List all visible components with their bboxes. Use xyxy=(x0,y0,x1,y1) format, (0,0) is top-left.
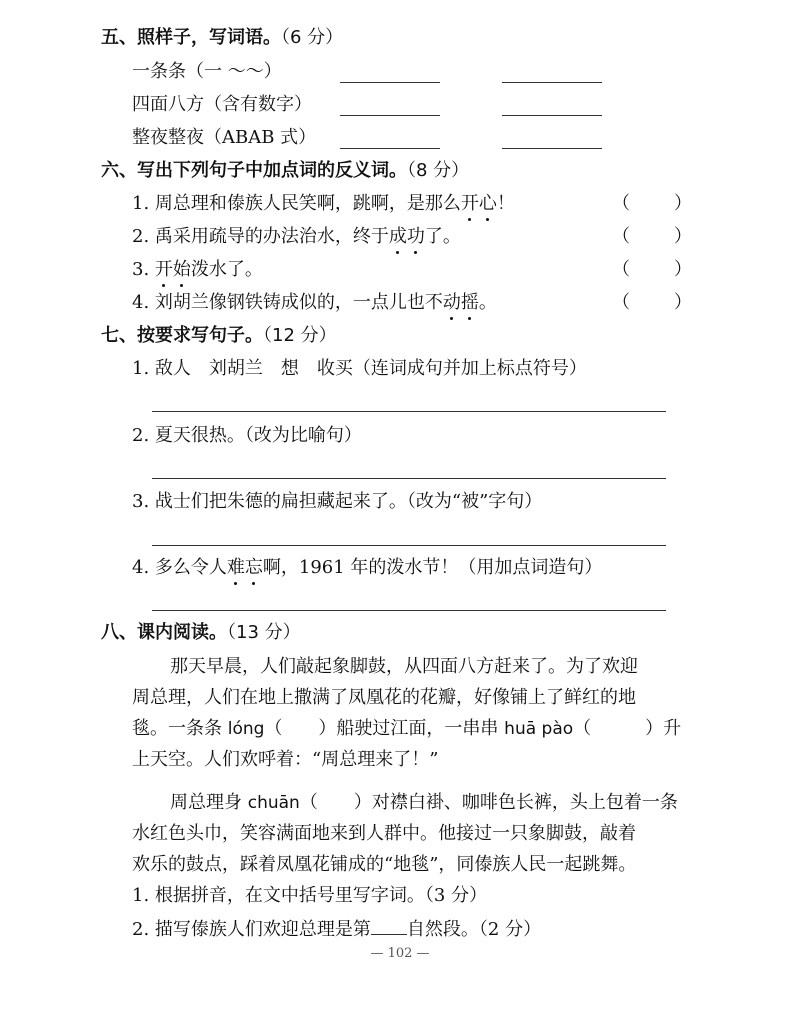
s8-question-1: 1. 根据拼音，在文中括号里写字词。（3 分） xyxy=(132,885,488,906)
pinyin-long: lóng xyxy=(227,719,265,739)
s6-q4-tail: 。 xyxy=(478,292,497,313)
pinyin-huapao: huā pào xyxy=(504,719,574,739)
s8-q2-blank[interactable] xyxy=(371,916,407,935)
s5-row-3-blank-2[interactable] xyxy=(502,148,602,149)
s6-q2-dotted-1: 成 xyxy=(388,226,407,247)
passage-p1-line-3 xyxy=(132,713,698,745)
s6-q3-tail: 泼水了。 xyxy=(190,259,263,280)
s7-question-1: 1. 敌人 刘胡兰 想 收买（连词成句并加上标点符号） xyxy=(132,358,587,379)
paren-open: （ xyxy=(612,226,630,247)
s6-q2-tail: 了。 xyxy=(424,226,461,247)
passage-p2-line-1 xyxy=(170,787,698,819)
s7-q4-text: 4. 多么令人 xyxy=(132,557,227,578)
passage-p2-line-3: 欢乐的鼓点，踩着凤凰花铺成的“地毯”，同傣族人民一起跳舞。 xyxy=(132,854,637,875)
s6-question-2 xyxy=(132,225,461,249)
section-8-title: 八、课内阅读。 xyxy=(101,622,227,643)
s6-q4-text: 4. 刘胡兰像钢铁铸成似的，一点儿也不 xyxy=(132,292,443,313)
s6-q2-text: 2. 禹采用疏导的办法治水，终于 xyxy=(132,226,389,247)
s5-row-2-blank-2[interactable] xyxy=(502,115,602,116)
paren-open: （ xyxy=(612,259,630,280)
paren-open: （ xyxy=(612,292,630,313)
s6-question-3 xyxy=(132,258,263,282)
s6-q1-dotted-1: 开 xyxy=(460,193,479,214)
s6-q4-dotted-1: 动 xyxy=(442,292,461,313)
s7-q4-tail: 啊，1961 年的泼水节！（用加点词造句） xyxy=(262,557,603,578)
section-7-score: （12 分） xyxy=(263,325,337,346)
s6-q1-text: 1. 周总理和傣族人民笑啊，跳啊，是那么 xyxy=(132,193,461,214)
passage-text: （ ）升 xyxy=(573,718,682,739)
passage-text: （ ）对襟白褂、咖啡色长裤，头上包着一条 xyxy=(299,792,678,813)
s7-q4-dotted-2: 忘 xyxy=(244,557,263,578)
passage-p1-line-1: 那天早晨，人们敲起象脚鼓，从四面八方赶来了。为了欢迎 xyxy=(170,656,638,677)
passage-p1-line-2: 周总理，人们在地上撒满了凤凰花的花瓣，好像铺上了鲜红的地 xyxy=(132,687,636,708)
s6-q2-dotted-2: 功 xyxy=(406,226,425,247)
passage-text: 周总理身 xyxy=(170,792,248,813)
s6-q3-number: 3. xyxy=(132,259,155,280)
section-8-score: （13 分） xyxy=(227,622,301,643)
section-7-title: 七、按要求写句子。 xyxy=(101,325,263,346)
s7-q3-answer-line[interactable] xyxy=(152,545,666,546)
section-5-heading xyxy=(101,26,343,50)
s5-row-1-label: 一条条（一 ～～） xyxy=(132,61,282,82)
pinyin-chuan: chuān xyxy=(247,793,300,813)
s6-q3-dotted-1: 开 xyxy=(154,259,173,280)
s7-question-4 xyxy=(132,556,602,580)
section-6-heading xyxy=(101,159,469,183)
paren-close: ） xyxy=(674,193,692,214)
section-5-score: （6 分） xyxy=(281,27,344,48)
s6-q1-tail: ！ xyxy=(496,193,515,214)
passage-p2-line-2: 水红色头巾，笑容满面地来到人群中。他接过一只象脚鼓，敲着 xyxy=(132,823,636,844)
passage-p1-line-4: 上天空。人们欢呼着：“周总理来了！” xyxy=(132,749,439,770)
section-5-title: 五、照样子，写词语。 xyxy=(101,27,281,48)
section-6-title: 六、写出下列句子中加点词的反义词。 xyxy=(101,160,407,181)
s8-q2-tail: 自然段。（2 分） xyxy=(406,919,542,940)
s8-question-2 xyxy=(132,916,541,942)
passage-text: 毯。一条条 xyxy=(132,718,228,739)
paren-close: ） xyxy=(674,226,692,247)
s5-row-2-label: 四面八方（含有数字） xyxy=(132,94,312,115)
s8-q2-text: 2. 描写傣族人们欢迎总理是第 xyxy=(132,919,371,940)
section-6-score: （8 分） xyxy=(407,160,470,181)
s6-q4-dotted-2: 摇 xyxy=(460,292,479,313)
s7-q2-answer-line[interactable] xyxy=(152,478,666,479)
section-7-heading xyxy=(101,324,337,348)
s6-q1-dotted-2: 心 xyxy=(478,193,497,214)
section-8-heading xyxy=(101,621,301,645)
s5-row-3-label: 整夜整夜（ABAB 式） xyxy=(132,127,317,148)
s7-question-3: 3. 战士们把朱德的扁担藏起来了。（改为“被”字句） xyxy=(132,491,543,512)
s5-row-3-blank-1[interactable] xyxy=(340,148,440,149)
s6-question-4 xyxy=(132,291,497,315)
paren-close: ） xyxy=(674,292,692,313)
passage-text: （ ）船驶过江面，一串串 xyxy=(264,718,505,739)
s7-question-2: 2. 夏天很热。（改为比喻句） xyxy=(132,425,362,446)
s5-row-1-blank-1[interactable] xyxy=(340,82,440,83)
s6-q3-dotted-2: 始 xyxy=(172,259,191,280)
s5-row-2-blank-1[interactable] xyxy=(340,115,440,116)
paren-close: ） xyxy=(674,259,692,280)
page-number: — 102 — xyxy=(370,946,430,961)
s7-q4-answer-line[interactable] xyxy=(152,610,666,611)
s7-q4-dotted-1: 难 xyxy=(226,557,245,578)
s5-row-1-blank-2[interactable] xyxy=(502,82,602,83)
paren-open: （ xyxy=(612,193,630,214)
s6-question-1 xyxy=(132,192,515,216)
s7-q1-answer-line[interactable] xyxy=(152,411,666,412)
